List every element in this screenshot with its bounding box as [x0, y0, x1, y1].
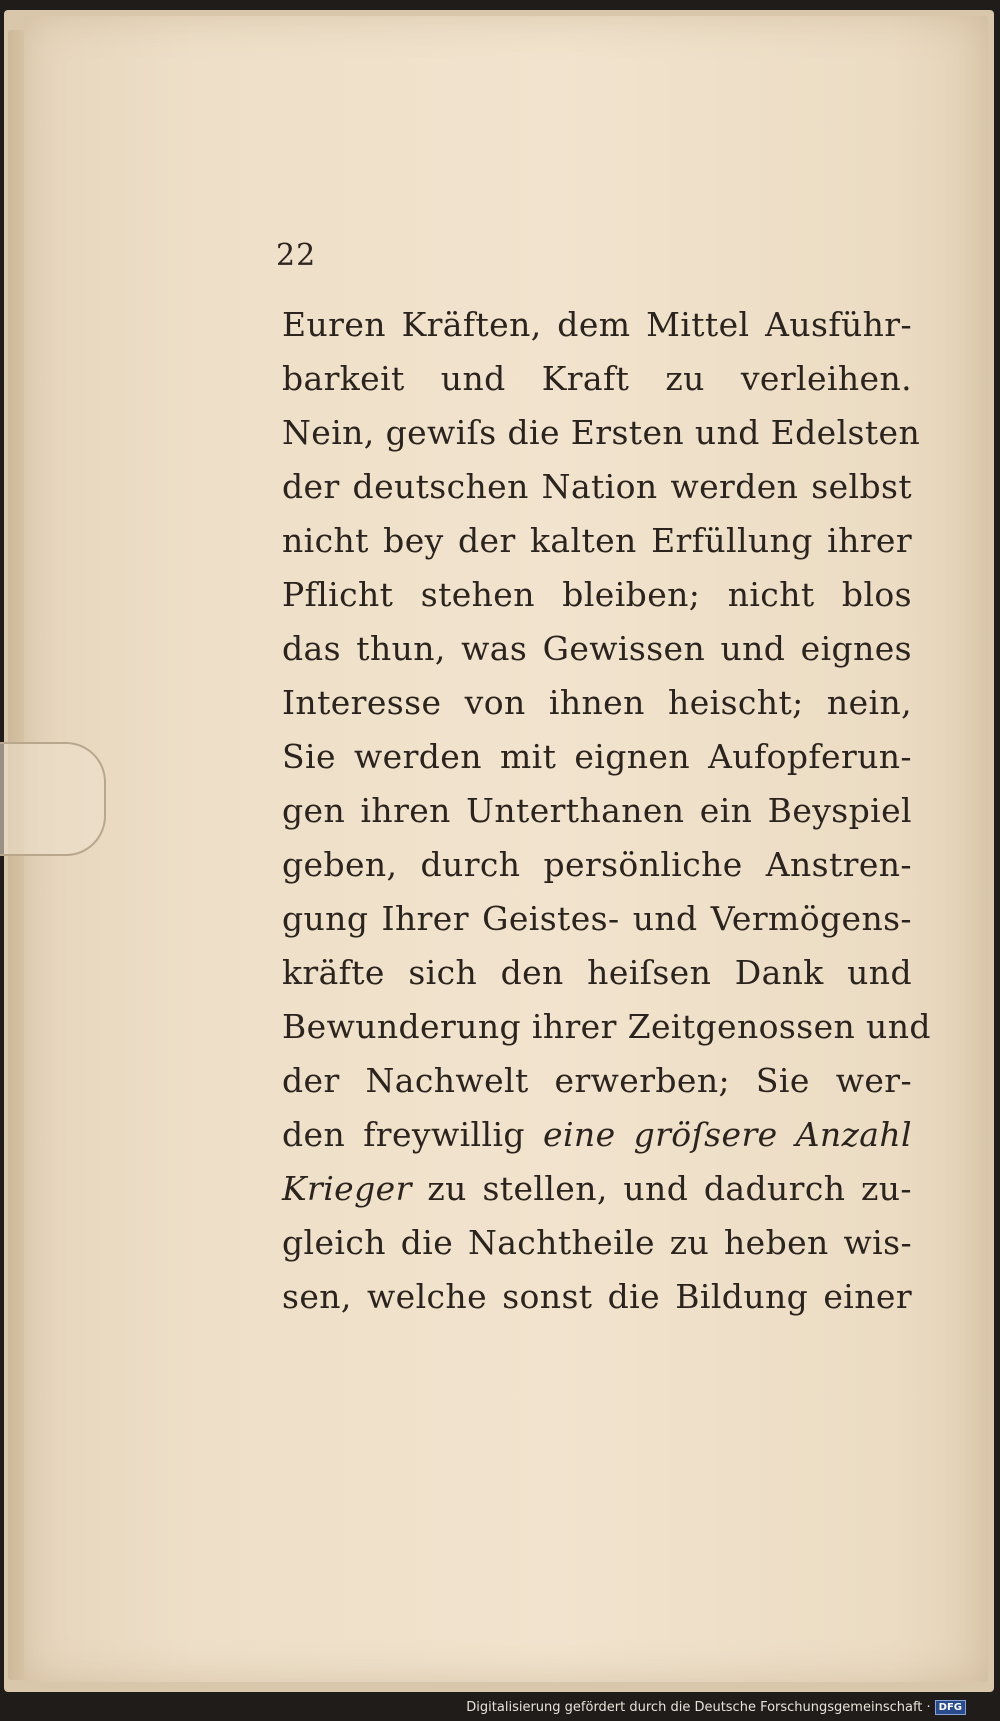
text-line: sen, welche sonst die Bildung einer	[282, 1277, 912, 1316]
text-line: der Nachwelt erwerben; Sie wer-	[282, 1061, 912, 1100]
text-line: das thun, was Gewissen und eignes	[282, 629, 912, 668]
text-line-mixed	[282, 1162, 912, 1216]
text-line: der deutschen Nation werden selbst	[282, 467, 912, 506]
text-line-mixed	[282, 1108, 912, 1162]
digitization-credit	[466, 1700, 966, 1715]
text-segment: zu stellen, und dadurch zu-	[411, 1169, 912, 1208]
page-number: 22	[276, 238, 317, 273]
text-line: barkeit und Kraft zu verleihen.	[282, 359, 912, 398]
italic-emphasis: eine gröſsere Anzahl	[543, 1115, 912, 1154]
text-segment: den freywillig	[282, 1115, 544, 1154]
text-line: nicht bey der kalten Erfüllung ihrer	[282, 521, 912, 560]
credit-text: Digitalisierung gefördert durch die Deutsche Forschungsgemeinschaft ·	[466, 1700, 931, 1715]
text-line: Bewunderung ihrer Zeitgenossen und	[282, 1007, 931, 1046]
bookmark-tab	[0, 742, 106, 856]
text-line: Pflicht stehen bleiben; nicht blos	[282, 575, 912, 614]
text-line: gung Ihrer Geistes- und Vermögens-	[282, 899, 912, 938]
text-line: Interesse von ihnen heischt; nein,	[282, 683, 912, 722]
italic-emphasis: Krieger	[282, 1169, 412, 1208]
text-line: gleich die Nachtheile zu heben wis-	[282, 1223, 912, 1262]
dfg-logo: DFG	[935, 1700, 966, 1715]
text-line: gen ihren Unterthanen ein Beyspiel	[282, 791, 912, 830]
text-line: Euren Kräften, dem Mittel Ausführ-	[282, 305, 912, 344]
text-line: Sie werden mit eignen Aufopferun-	[282, 737, 912, 776]
body-text	[282, 298, 931, 1324]
text-line: geben, durch persönliche Anstren-	[282, 845, 912, 884]
text-line: kräfte sich den heiſsen Dank und	[282, 953, 912, 992]
text-line: Nein, gewiſs die Ersten und Edelsten	[282, 413, 921, 452]
